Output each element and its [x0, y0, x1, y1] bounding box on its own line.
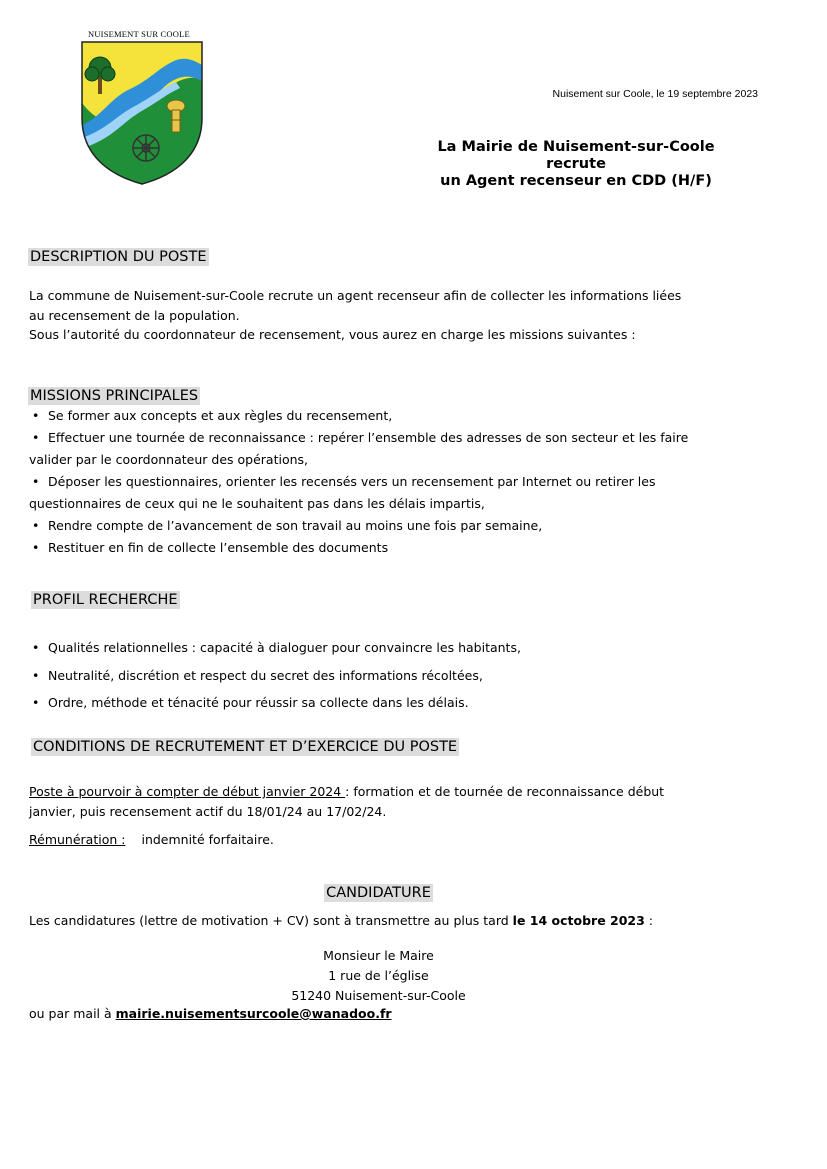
document-title — [420, 139, 732, 190]
conditions-heading: CONDITIONS DE RECRUTEMENT ET D’EXERCICE DU POSTE — [33, 739, 458, 755]
list-item: • Ordre, méthode et ténacité pour réussir sa collecte dans les délais. — [29, 689, 789, 717]
mail-line — [29, 1004, 789, 1024]
mail-prefix: ou par mail à — [29, 1006, 116, 1021]
candidature-intro — [29, 911, 789, 931]
deadline: le 14 octobre 2023 — [512, 913, 645, 928]
description-line: Sous l’autorité du coordonnateur de recensement, vous aurez en charge les missions suivantes : — [29, 327, 636, 342]
address-line: Monsieur le Maire — [323, 948, 434, 963]
remuneration-value: indemnité forfaitaire. — [141, 832, 274, 847]
email-link[interactable]: mairie.nuisementsurcoole@wanadoo.fr — [115, 1006, 392, 1021]
list-item: • Déposer les questionnaires, orienter les recensés vers un recensement par Internet ou retirer les — [29, 471, 789, 493]
coat-of-arms-icon — [80, 40, 204, 186]
water-wheel-icon — [133, 135, 159, 161]
list-item: • Restituer en fin de collecte l’ensemble des documents — [29, 537, 789, 559]
profil-heading: PROFIL RECHERCHE — [33, 592, 178, 608]
remuneration-colon: : — [121, 832, 126, 847]
poste-text-continued: janvier, puis recensement actif du 18/01/24 au 17/02/24. — [29, 804, 387, 819]
description-text — [29, 286, 789, 345]
list-item: • Se former aux concepts et aux règles du recensement, — [29, 405, 789, 427]
list-item: • Rendre compte de l’avancement de son travail au moins une fois par semaine, — [29, 515, 789, 537]
profil-list — [29, 634, 789, 717]
poste-text: : formation et de tournée de reconnaissance début — [345, 784, 665, 799]
address-line: 51240 Nuisement-sur-Coole — [291, 988, 466, 1003]
title-line-1: La Mairie de Nuisement-sur-Coole — [437, 139, 715, 155]
candidature-intro-text: Les candidatures (lettre de motivation + CV) sont à transmettre au plus tard — [29, 913, 513, 928]
postal-address — [0, 946, 757, 1006]
missions-heading: MISSIONS PRINCIPALES — [30, 388, 199, 404]
description-line: La commune de Nuisement-sur-Coole recrute un agent recenseur afin de collecter les informations liées — [29, 288, 682, 303]
list-item: • Neutralité, discrétion et respect du secret des informations récoltées, — [29, 662, 789, 690]
poste-label: Poste à pourvoir à compter de début janvier 2024 — [29, 784, 346, 799]
place-date: Nuisement sur Coole, le 19 septembre 2023 — [552, 88, 758, 100]
description-heading: DESCRIPTION DU POSTE — [30, 249, 207, 265]
candidature-heading: CANDIDATURE — [326, 885, 431, 901]
candidature-colon: : — [644, 913, 653, 928]
remuneration-label: Rémunération — [29, 832, 122, 847]
title-line-3: un Agent recenseur en CDD (H/F) — [440, 173, 712, 189]
list-item-continuation: questionnaires de ceux qui ne le souhaitent pas dans les délais impartis, — [29, 496, 485, 511]
address-line: 1 rue de l’église — [328, 968, 429, 983]
description-line: au recensement de la population. — [29, 307, 240, 323]
missions-list — [29, 405, 789, 559]
title-line-2: recrute — [546, 156, 606, 172]
list-item-continuation: valider par le coordonnateur des opérations, — [29, 452, 308, 467]
list-item: • Qualités relationnelles : capacité à dialoguer pour convaincre les habitants, — [29, 634, 789, 662]
town-name: NUISEMENT SUR COOLE — [88, 29, 190, 39]
list-item: • Effectuer une tournée de reconnaissance : repérer l’ensemble des adresses de son secteur et les faire — [29, 427, 789, 449]
conditions-text — [29, 782, 789, 850]
